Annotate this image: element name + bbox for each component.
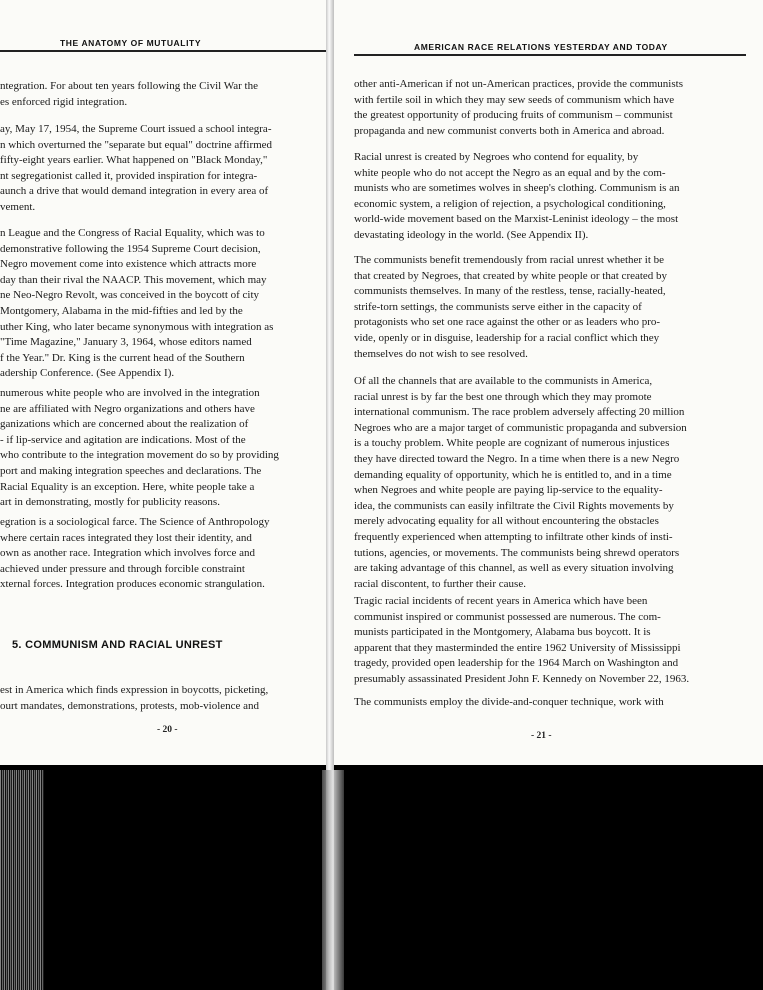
right-paragraph-3: The communists benefit tremendously from racial unrest whether it be that created by Negroes, that created by white people or that created by communists themselves. In many of the restless, tense, racially-heated, strife-torn settings, the communists serve either in the capacity of protagonists who set one race against the other or as leaders who pro- vide, openly or in disguise, leadership for a racial conflict which they themselves do not wish to see resolved.: [354, 254, 668, 360]
right-paragraph-4: Of all the channels that are available to the communists in America, racial unrest is by far the best one through which they may promote international communism. The race problem adversely affecting 20 million Negroes who are a major target of communistic propaganda and subversion is a touchy problem. White people are cognizant of numerous injustices they have directed toward the Negro. In a time when there is a new Negro demanding equality of opportunity, which he is entitled to, and in a time when Negroes and white people are paying lip-service to the equality- idea, the communists can easily infiltrate the Civil Rights movements by merely advocating equality for all without encountering the obstacles frequently experienced when attempting to infiltrate other kinds of insti- tutions, agencies, or movements. The communists being shrewd operators are taking advantage of this channel, as well as every situation involving racial discontent, to further their cause.: [354, 375, 687, 590]
left-paragraph-5: egration is a sociological farce. The Science of Anthropology where certain races integrated they lost their identity, and own as another race. Integration which involves force and achieved under pressure and through forcible constraint xternal forces. Integration produces economic strangulation.: [0, 516, 270, 591]
left-running-head: THE ANATOMY OF MUTUALITY: [60, 38, 202, 48]
right-paragraph-1: other anti-American if not un-American practices, provide the communists with fertile soil in which they may sew seeds of communism which have the greatest opportunity of producing fruits of communism – communist propaganda and new communist converts both in America and abroad.: [354, 78, 683, 137]
left-paragraph-3: n League and the Congress of Racial Equality, which was to demonstrative following the 1954 Supreme Court decision, Negro movement come into existence which attracts more day than their rival the NAACP. This movement, which may ne Neo-Negro Revolt, was conceived in the boycott of city Montgomery, Alabama in the mid-fifties and led by the uther King, who later became synonymous with integration as "Time Magazine," January 3, 1964, whose editors named f the Year." Dr. King is the current head of the Southern adership Conference. (See Appendix I).: [0, 227, 274, 380]
left-header-rule: [0, 50, 330, 52]
right-paragraph-6: The communists employ the divide-and-conquer technique, work with: [354, 696, 664, 708]
left-paragraph-2: ay, May 17, 1954, the Supreme Court issued a school integra- n which overturned the "separate but equal" doctrine affirmed fifty-eight years earlier. What happened on "Black Monday," nt segregationist called it, provided inspiration for integra- aunch a drive that would demand integration in every area of vement.: [0, 123, 273, 213]
right-paragraph-5: Tragic racial incidents of recent years in America which have been communist inspired or communist possessed are numerous. The com- munists participated in the Montgomery, Alabama bus boycott. It is apparent that they masterminded the entire 1962 University of Mississippi tragedy, provided open leadership for the 1964 March on Washington and presumably assassinated President John F. Kennedy on November 22, 1963.: [354, 595, 690, 685]
scan-artifact-spine: [322, 770, 344, 990]
left-paragraph-1: ntegration. For about ten years following the Civil War the es enforced rigid integration.: [0, 80, 258, 108]
left-page: [0, 0, 330, 765]
right-header-rule: [354, 54, 746, 56]
right-paragraph-2: Racial unrest is created by Negroes who contend for equality, by white people who do not accept the Negro as an equal and by the com- munists who are sometimes wolves in sheep's clothing. Communism is an economic system, a religion of rejection, a psychological conditioning, world-wide movement based on the Marxist-Leninist ideology – the most devastating ideology in the world. (See Appendix II).: [354, 151, 680, 241]
right-page: [330, 0, 763, 765]
left-page-number: - 20 -: [157, 725, 178, 735]
section-heading: 5. COMMUNISM AND RACIAL UNREST: [12, 639, 223, 651]
scan-artifact-left: [0, 770, 44, 990]
left-paragraph-4: numerous white people who are involved in the integration ne are affiliated with Negro organizations and others have ganizations which are concerned about the realization of - if lip-service and agitation are indications. Most of the who contribute to the integration movement do so by providing port and making integration speeches and declarations. The Racial Equality is an exception. Here, white people take a art in demonstrating, mostly for publicity reasons.: [0, 387, 279, 509]
right-running-head: AMERICAN RACE RELATIONS YESTERDAY AND TODAY: [414, 42, 668, 52]
left-paragraph-6: est in America which finds expression in boycotts, picketing, ourt mandates, demonstrations, protests, mob-violence and: [0, 684, 269, 712]
right-page-number: - 21 -: [531, 731, 552, 741]
